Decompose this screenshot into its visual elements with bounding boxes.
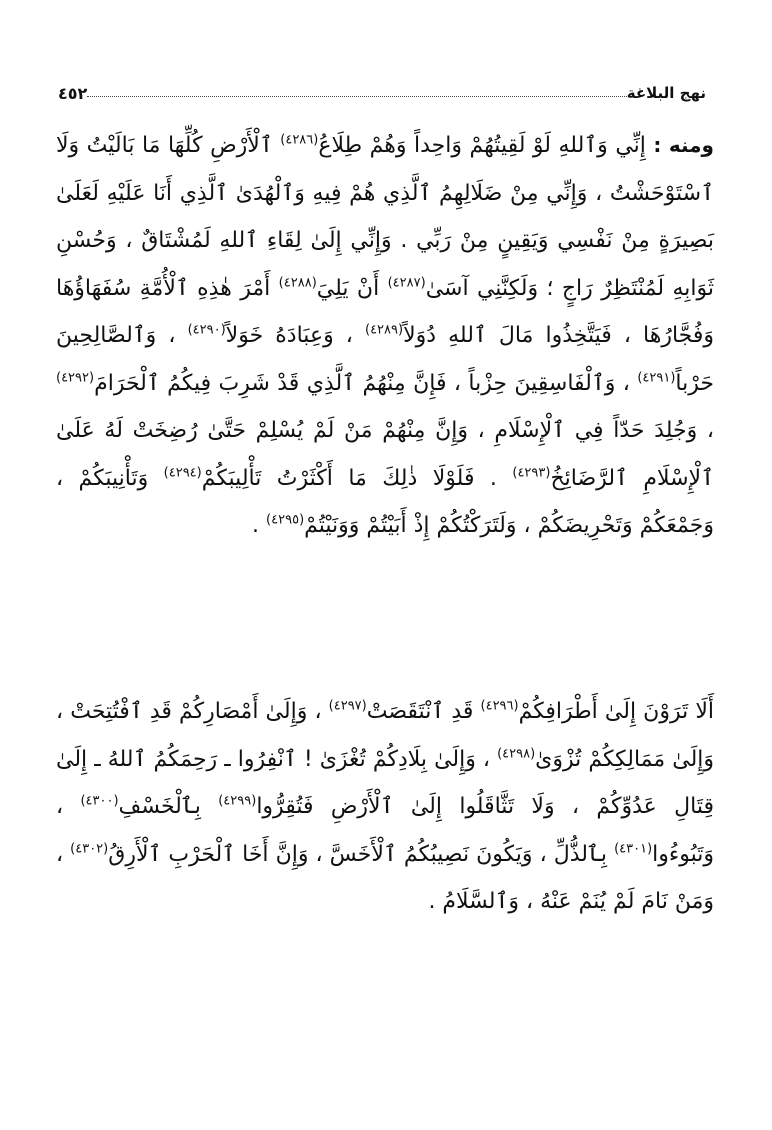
footnote-marker: (٤٢٩٧) xyxy=(328,698,367,714)
footnote-marker: (٤٢٩٢) xyxy=(56,370,95,386)
page-number: ٤٥٢ xyxy=(58,83,88,103)
footnote-marker: (٤٣٠٢) xyxy=(70,841,109,857)
footnote-marker: (٤٣٠٠) xyxy=(80,793,119,809)
paragraph-2 xyxy=(56,688,714,926)
text-segment: وَتَأْنِيبَكُمْ ، وَجَمْعَكُمْ وَتَحْرِيضَكُمْ ، وَلَتَرَكْتُكُمْ إِذْ أَبَيْتُمْ وَوَنَيْتُمْ xyxy=(56,465,714,538)
text-segment: قَدِ ٱنْتَقَصَتْ xyxy=(366,699,481,724)
text-segment: أَنْ يَلِيَ xyxy=(316,275,388,301)
footnote-marker: (٤٢٨٩) xyxy=(364,322,404,338)
footnote-marker: (٤٢٩٦) xyxy=(480,698,519,714)
footnote-marker: (٤٣٠١) xyxy=(614,841,653,857)
text-segment: ، وَٱلْفَاسِقِينَ حِزْباً ، فَإِنَّ مِنْهُمُ ٱلَّذِي قَدْ شَرِبَ فِيكُمُ ٱلْحَرَامَ xyxy=(94,370,638,396)
header-dotted-rule xyxy=(87,96,627,97)
section-lead: ومنه : xyxy=(653,133,714,157)
text-segment: إِنِّي وَٱللهِ لَوْ لَقِيتُهُمْ وَاحِداً وَهُمْ طِلَاعُ xyxy=(318,133,654,158)
paragraph-1 xyxy=(56,122,714,550)
footnote-marker: (٤٢٩٣) xyxy=(512,465,551,481)
text-segment: بِٱلْخَسْفِ xyxy=(118,794,219,819)
text-segment: ٱلْأَرْضِ كُلِّهَا مَا بَالَيْتُ وَلَا ٱسْتَوْحَشْتُ ، وَإِنِّي مِنْ ضَلَالِهِمُ ٱلَّذِي هُمْ فِيهِ وَٱلْهُدَىٰ ٱلَّذِي أَنَا عَلَيْهِ لَعَلَىٰ بَصِيرَةٍ مِنْ نَفْسِي وَيَقِينٍ مِنْ رَبِّي . وَإِنِّي إِلَىٰ لِقَاءِ ٱللهِ لَمُشْتَاقٌ ، وَحُسْنِ ثَوَابِهِ لَمُنْتَظِرٌ رَاجٍ ؛ وَلَكِنَّنِي آسَىٰ xyxy=(56,133,714,301)
text-segment: . xyxy=(252,513,267,538)
footnote-marker: (٤٢٩٥) xyxy=(266,512,305,528)
paragraph-2-body xyxy=(56,699,714,914)
text-segment: أَمْرَ هٰذِهِ ٱلْأُمَّةِ سُفَهَاؤُهَا وَفُجَّارُهَا ، فَيَتَّخِذُوا مَالَ ٱللهِ دُوَلاً xyxy=(56,275,714,348)
footnote-marker: (٤٢٩٠) xyxy=(187,322,226,338)
text-segment: ، وَعِبَادَهُ خَوَلاً xyxy=(225,323,365,348)
footnote-marker: (٤٢٩٤) xyxy=(163,465,202,481)
text-segment: . فَلَوْلَا ذٰلِكَ مَا أَكْثَرْتُ تَأْلِيبَكُمْ xyxy=(201,465,513,491)
text-segment: ، وَإِلَىٰ بِلَادِكُمْ تُغْزَىٰ ! ٱنْفِرُوا ـ رَحِمَكُمُ ٱللهُ ـ إِلَىٰ قِتَالِ عَدُوِّكُمْ ، وَلَا تَثَّاقَلُوا إِلَىٰ ٱلْأَرْضِ فَتُقِرُّوا xyxy=(56,746,714,819)
running-header xyxy=(50,80,714,106)
text-segment: ، وَمَنْ نَامَ لَمْ يُنَمْ عَنْهُ ، وَٱلسَّلَامُ . xyxy=(56,841,714,914)
text-segment: ، وَجُلِدَ حَدّاً فِي ٱلْإِسْلَامِ ، وَإِنَّ مِنْهُمْ مَنْ لَمْ يُسْلِمْ حَتَّىٰ رُضِخَتْ لَهُ عَلَىٰ ٱلْإِسْلَامِ ٱلرَّضَائِخُ xyxy=(56,418,714,491)
text-segment: بِٱلذُّلِّ ، وَيَكُونَ نَصِيبُكُمُ ٱلْأَخَسَّ ، وَإِنَّ أَخَا ٱلْحَرْبِ ٱلْأَرِقُ xyxy=(108,841,615,867)
text-segment: ، وَتَبُوءُوا xyxy=(56,794,714,867)
footnote-marker: (٤٢٩٩) xyxy=(218,793,257,809)
book-title: نهج البلاغة xyxy=(626,84,706,102)
text-segment: ، وَٱلصَّالِحِينَ حَرْباً xyxy=(56,323,714,396)
text-segment: أَلَا تَرَوْنَ إِلَىٰ أَطْرَافِكُمْ xyxy=(518,699,714,724)
paragraph-1-body xyxy=(56,133,714,538)
footnote-marker: (٤٢٩٨) xyxy=(497,746,536,762)
footnote-marker: (٤٢٨٧) xyxy=(387,275,426,291)
text-segment: ، وَإِلَىٰ أَمْصَارِكُمْ قَدِ ٱفْتُتِحَتْ ، وَإِلَىٰ مَمَالِكِكُمْ تُزْوَىٰ xyxy=(56,699,715,772)
footnote-marker: (٤٢٩١) xyxy=(637,370,676,386)
footnote-marker: (٤٢٨٦) xyxy=(280,132,319,148)
footnote-marker: (٤٢٨٨) xyxy=(278,275,317,291)
